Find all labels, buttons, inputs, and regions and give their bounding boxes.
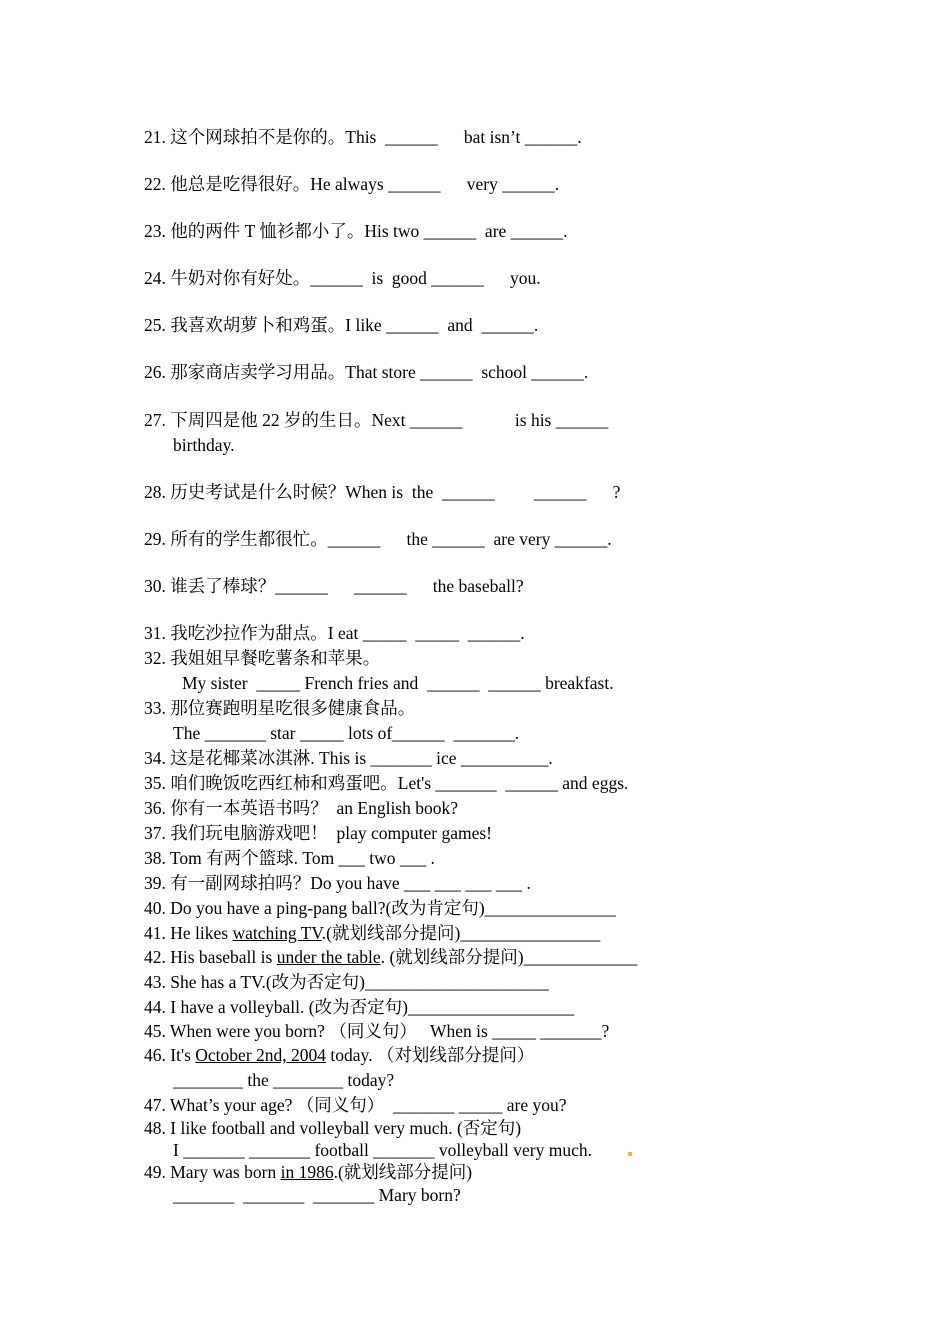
- question-46-post: today. （对划线部分提问）: [326, 1045, 535, 1065]
- question-39: 39. 有一副网球拍吗？Do you have ___ ___ ___ ___ .: [144, 873, 531, 893]
- question-45: 45. When were you born? （同义句） When is _____ _______?: [144, 1021, 610, 1041]
- question-49-underlined: in 1986: [280, 1162, 334, 1182]
- question-41-pre: 41. He likes: [144, 923, 233, 943]
- question-41: [144, 922, 600, 944]
- question-35: 35. 咱们晚饭吃西红柿和鸡蛋吧。Let's _______ ______ and eggs.: [144, 773, 629, 793]
- question-25: 25. 我喜欢胡萝卜和鸡蛋。I like ______ and ______.: [144, 315, 539, 335]
- question-42-pre: 42. His baseball is: [144, 947, 277, 967]
- question-23: 23. 他的两件 T 恤衫都小了。His two ______ are ______.: [144, 221, 568, 241]
- question-49-blanks: _______ _______ _______ Mary born?: [173, 1185, 461, 1205]
- question-30: 30. 谁丢了棒球？______ ______ the baseball?: [144, 576, 524, 596]
- question-46-underlined: October 2nd, 2004: [195, 1045, 327, 1065]
- stray-mark: [628, 1152, 632, 1156]
- question-42: [144, 946, 637, 968]
- question-33-english: The _______ star _____ lots of______ _______.: [173, 723, 520, 743]
- question-27: 27. 下周四是他 22 岁的生日。Next ______ is his ______: [144, 410, 609, 430]
- question-46-pre: 46. It's: [144, 1045, 196, 1065]
- question-41-post: .(就划线部分提问)________________: [321, 923, 601, 943]
- question-37: 37. 我们玩电脑游戏吧！ play computer games!: [144, 823, 492, 843]
- question-36: 36. 你有一本英语书吗？ an English book?: [144, 798, 459, 818]
- question-42-underlined: under the table: [276, 947, 381, 967]
- question-28: 28. 历史考试是什么时候？When is the ______ ______ ?: [144, 482, 621, 502]
- question-48-blanks: I _______ _______ football _______ volleyball very much.: [173, 1140, 592, 1160]
- question-26: 26. 那家商店卖学习用品。That store ______ school ______.: [144, 362, 589, 382]
- question-40: 40. Do you have a ping-pang ball?(改为肯定句)_______________: [144, 898, 616, 918]
- question-42-post: . (就划线部分提问)_____________: [380, 947, 638, 967]
- question-27-cont: birthday.: [173, 435, 235, 455]
- question-44: 44. I have a volleyball. (改为否定句)___________________: [144, 997, 575, 1017]
- question-47: 47. What’s your age? （同义句） _______ _____ are you?: [144, 1095, 567, 1115]
- question-24: 24. 牛奶对你有好处。______ is good ______ you.: [144, 268, 541, 288]
- question-21: 21. 这个网球拍不是你的。This ______ bat isn’t ______.: [144, 127, 582, 147]
- question-46: [144, 1044, 534, 1066]
- question-32-english: My sister _____ French fries and ______ ______ breakfast.: [182, 673, 614, 693]
- question-38: 38. Tom 有两个篮球. Tom ___ two ___ .: [144, 848, 435, 868]
- question-31: 31. 我吃沙拉作为甜点。I eat _____ _____ ______.: [144, 623, 525, 643]
- question-29: 29. 所有的学生都很忙。______ the ______ are very ______.: [144, 529, 612, 549]
- question-41-underlined: watching TV: [232, 923, 322, 943]
- question-33: 33. 那位赛跑明星吃很多健康食品。: [144, 698, 416, 718]
- question-49-post: .(就划线部分提问): [333, 1162, 473, 1182]
- question-49-pre: 49. Mary was born: [144, 1162, 281, 1182]
- question-34: 34. 这是花椰菜冰淇淋. This is _______ ice __________.: [144, 748, 553, 768]
- question-49: [144, 1161, 472, 1183]
- question-22: 22. 他总是吃得很好。He always ______ very ______.: [144, 174, 560, 194]
- question-46-blanks: ________ the ________ today?: [173, 1070, 395, 1090]
- question-43: 43. She has a TV.(改为否定句)_____________________: [144, 972, 549, 992]
- question-32: 32. 我姐姐早餐吃薯条和苹果。: [144, 648, 381, 668]
- question-48: 48. I like football and volleyball very much. (否定句): [144, 1118, 522, 1138]
